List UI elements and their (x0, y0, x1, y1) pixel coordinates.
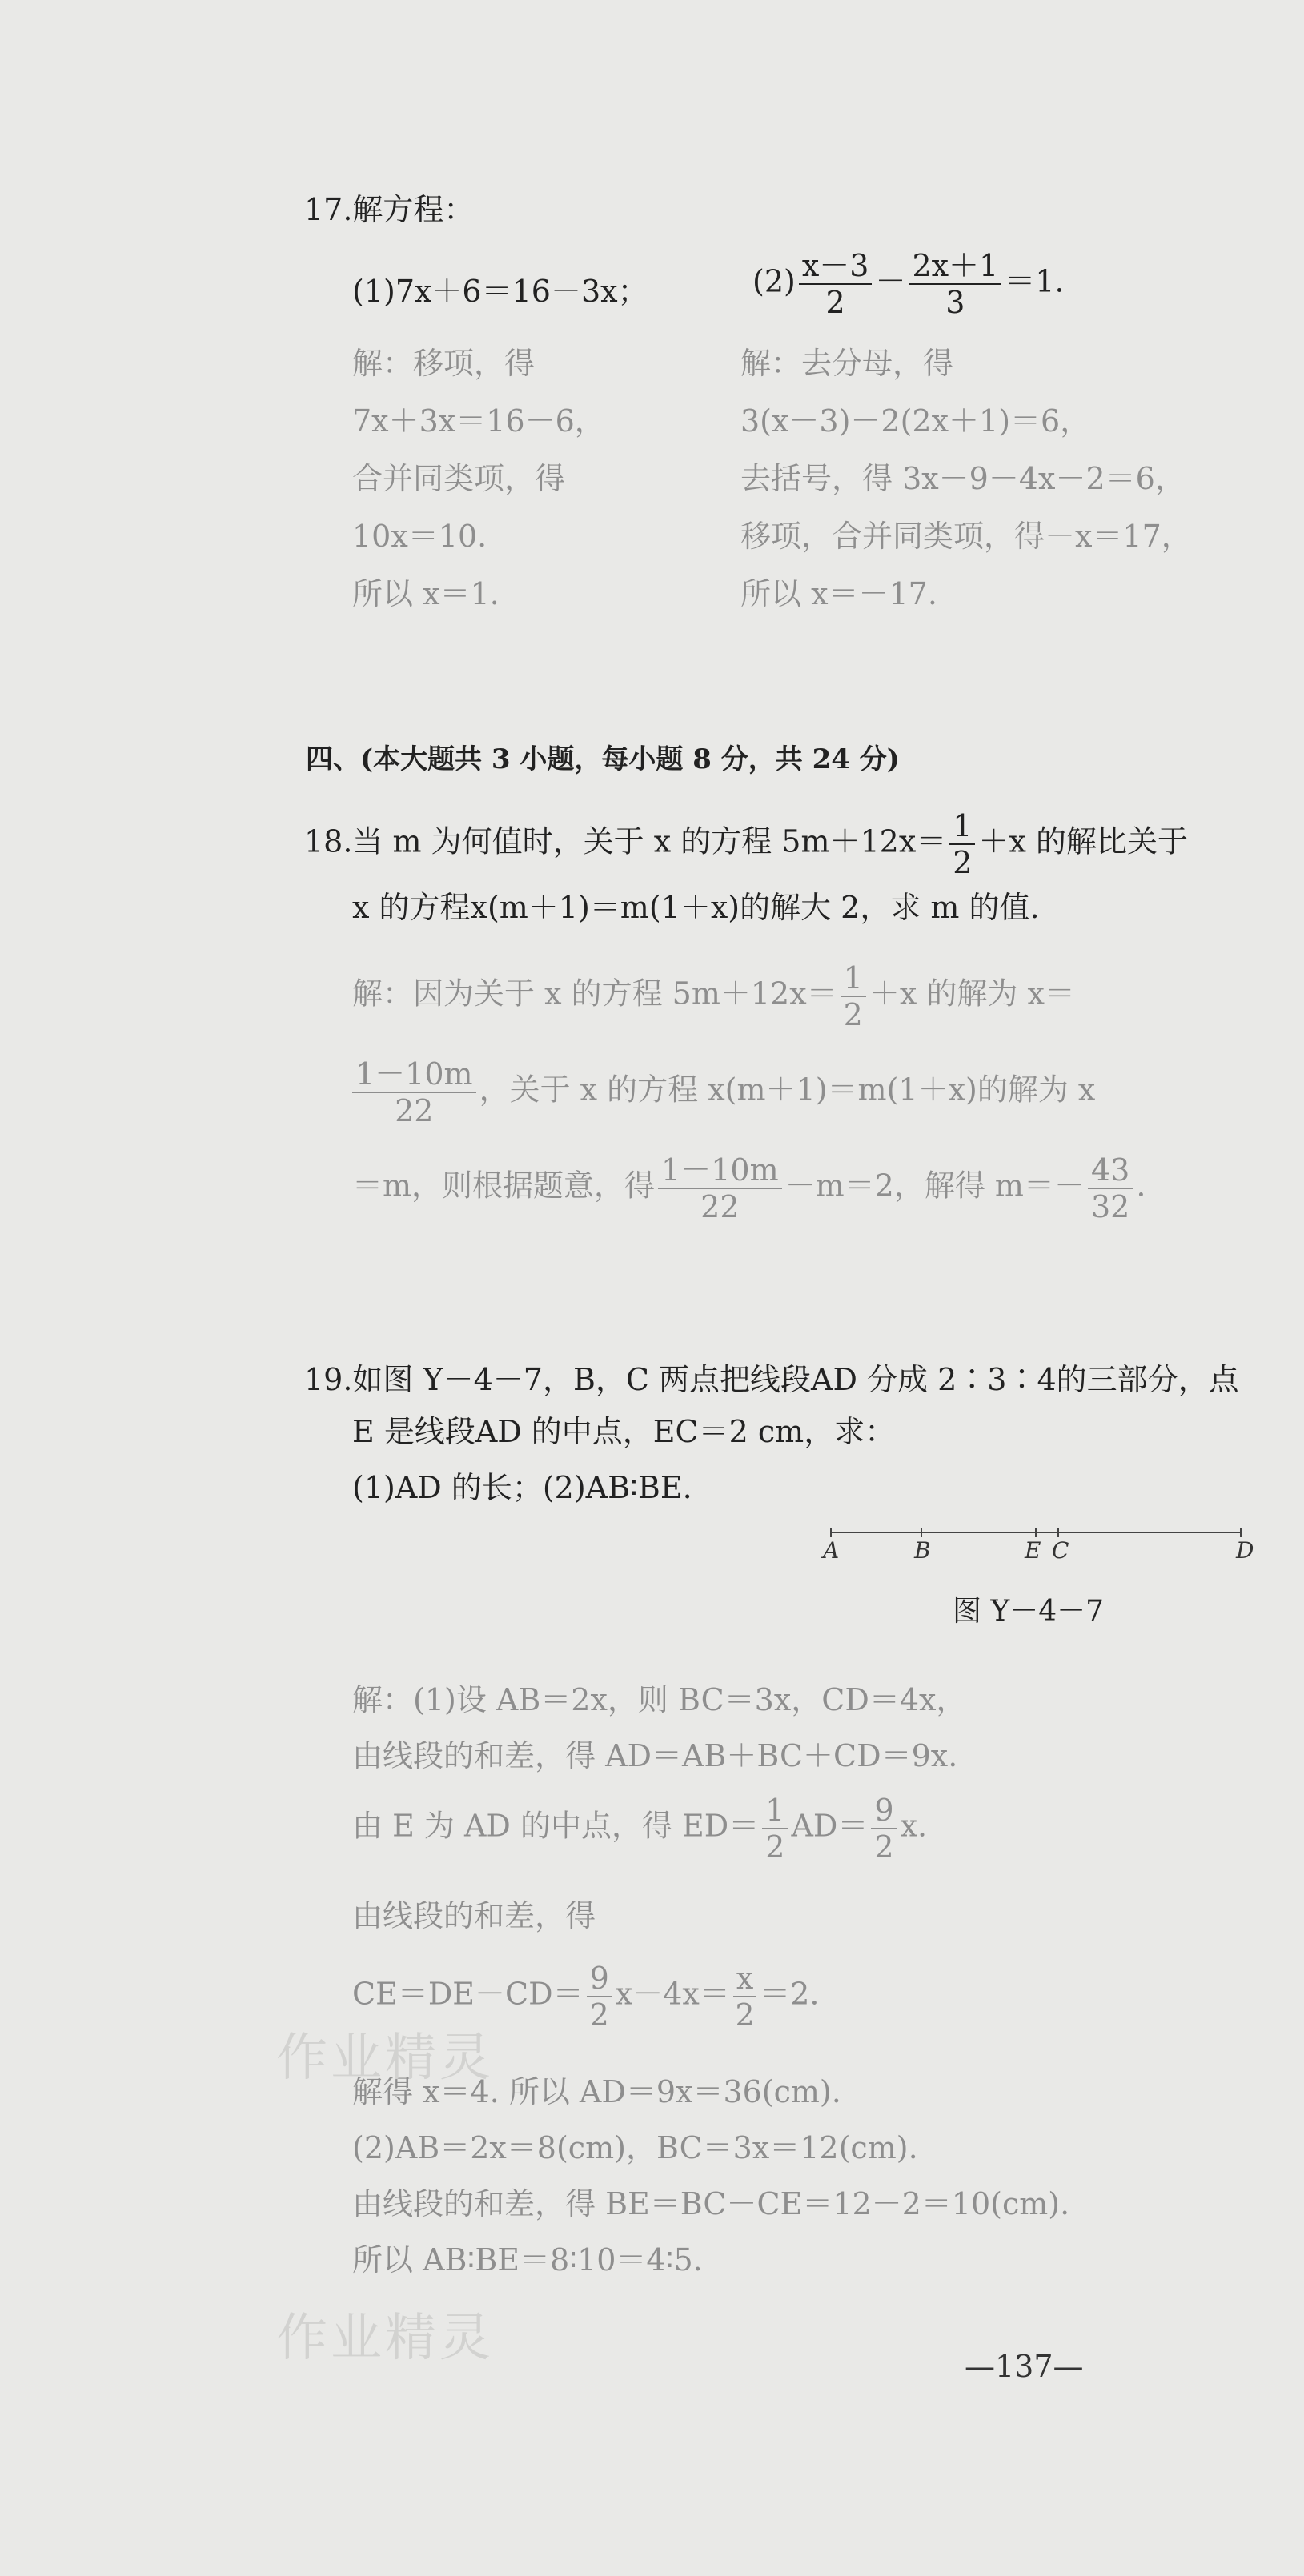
q17-answer1-line: 10x＝10. (352, 519, 487, 554)
q19-solution-line: CE＝DE－CD＝ $\frac{9}{2}$ x－4x＝ $\frac{x}{2}$ ＝2. (352, 1961, 820, 2033)
q17-title: 17.解方程： (304, 192, 475, 227)
figure-caption: 图 Y－4－7 (953, 1595, 1105, 1628)
watermark: 作业精灵 (276, 2309, 494, 2368)
q19-solution-line: (2)AB＝2x＝8(cm)，BC＝3x＝12(cm). (352, 2130, 918, 2165)
point-b-label: B (914, 1537, 931, 1564)
q17-answer2-line: 去括号，得 3x－9－4x－2＝6， (740, 461, 1186, 496)
q19-line1: 19.如图 Y－4－7，B，C 两点把线段AD 分成 2∶3∶4的三部分，点 (304, 1362, 1239, 1397)
q19-solution-line: 所以 AB∶BE＝8∶10＝4∶5. (352, 2242, 703, 2278)
q19-solution-line: 由 E 为 AD 的中点，得 ED＝ $\frac{1}{2}$ AD＝ $\frac{9}{2}$ x. (352, 1793, 928, 1865)
watermark: 作业精灵 (276, 2029, 494, 2088)
q18-answer-line2: $\frac{1-10m}{22}$ ，关于 x 的方程 x(m＋1)＝m(1＋x)的解为 x (352, 1056, 1095, 1128)
q18-line2: x 的方程x(m＋1)＝m(1＋x)的解大 2，求 m 的值. (352, 890, 1040, 925)
q17-part2: (2) $\frac{x-3}{2}$ － $\frac{2x+1}{3}$ ＝1. (752, 248, 1065, 320)
point-e-label: E (1025, 1537, 1041, 1564)
page-number: —137— (965, 2349, 1084, 2384)
q17-answer1-line: 合并同类项，得 (352, 461, 566, 496)
q17-answer2-line: 移项，合并同类项，得－x＝17， (740, 519, 1192, 554)
q19-solution-line: 解得 x＝4. 所以 AD＝9x＝36(cm). (352, 2074, 841, 2109)
q17-part1: (1)7x＋6＝16－3x； (352, 274, 648, 309)
section-heading: 四、(本大题共 3 小题，每小题 8 分，共 24 分) (306, 743, 900, 775)
q18-line1: 18.当 m 为何值时，关于 x 的方程 5m＋12x＝ $\frac{1}{2}$ ＋x 的解比关于 (304, 808, 1188, 880)
q19-line2: E 是线段AD 的中点，EC＝2 cm，求： (352, 1414, 896, 1449)
q18-answer-line3: ＝m，则根据题意，得 $\frac{1-10m}{22}$ －m＝2，解得 m＝－ $\frac{43}{32}$ . (352, 1152, 1146, 1224)
q17-answer1-line: 解：移项，得 (352, 346, 536, 381)
q17-answer1-line: 所以 x＝1. (352, 576, 500, 611)
q17-answer2-line: 所以 x＝－17. (740, 576, 937, 611)
q19-solution-line: 解：(1)设 AB＝2x，则 BC＝3x，CD＝4x， (352, 1682, 967, 1717)
q19-solution-line: 由线段的和差，得 (352, 1898, 596, 1933)
q19-solution-line: 由线段的和差，得 BE＝BC－CE＝12－2＝10(cm). (352, 2186, 1070, 2221)
point-d-label: D (1236, 1537, 1254, 1564)
q18-answer-line1: 解：因为关于 x 的方程 5m＋12x＝ $\frac{1}{2}$ ＋x 的解为 x＝ (352, 960, 1075, 1032)
q19-line3: (1)AD 的长；(2)AB∶BE. (352, 1470, 692, 1505)
q19-solution-line: 由线段的和差，得 AD＝AB＋BC＋CD＝9x. (352, 1738, 958, 1773)
q17-answer2-line: 解：去分母，得 (740, 346, 954, 381)
q17-answer1-line: 7x＋3x＝16－6， (352, 403, 605, 439)
point-c-label: C (1052, 1537, 1069, 1564)
segment-figure (823, 1516, 1254, 1564)
point-a-label: A (823, 1537, 840, 1564)
q17-answer2-line: 3(x－3)－2(2x＋1)＝6， (740, 403, 1091, 439)
